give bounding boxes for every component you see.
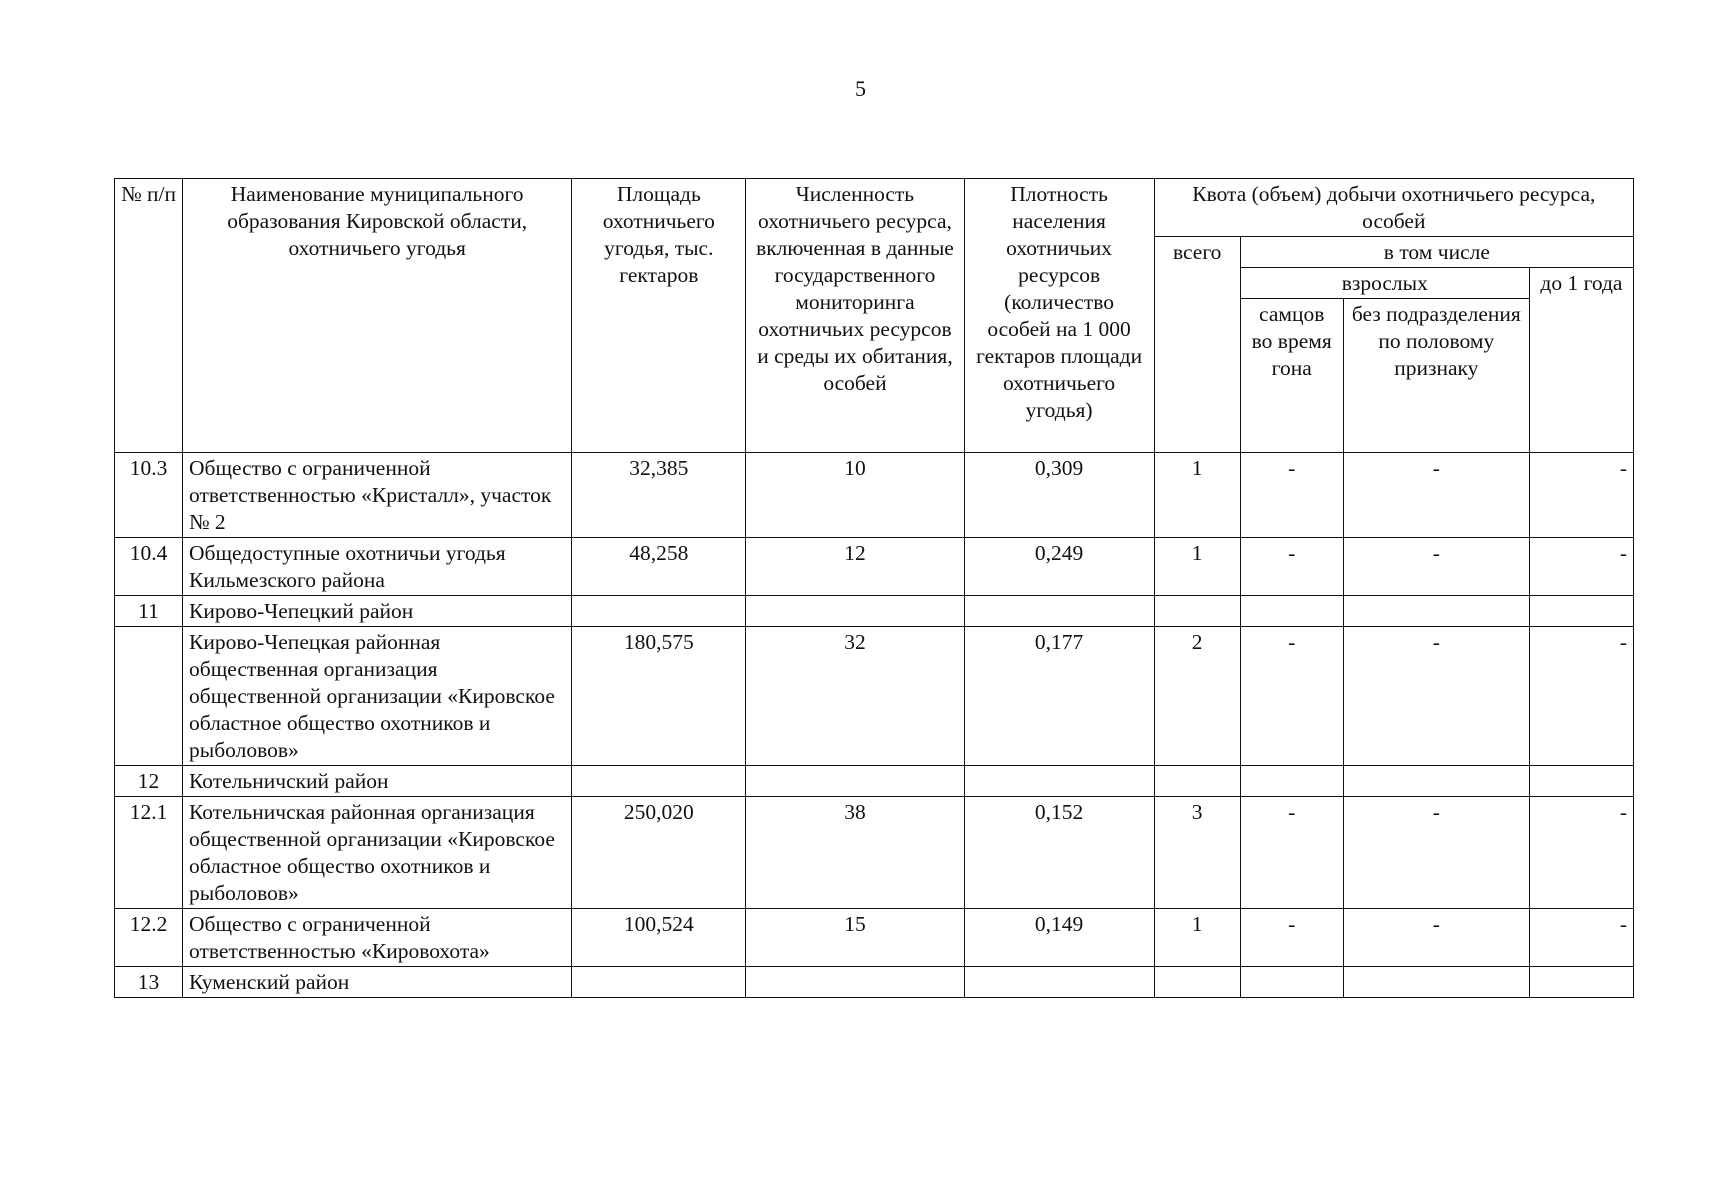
cell-no: 12.1 [115, 797, 183, 909]
table-row [115, 538, 1634, 596]
table-row [115, 453, 1634, 538]
cell-under1 [1529, 766, 1633, 797]
table-row [115, 797, 1634, 909]
cell-density [964, 967, 1154, 998]
cell-no [115, 627, 183, 766]
header-adults: взрослых [1240, 268, 1529, 299]
cell-total: 1 [1154, 453, 1240, 538]
cell-total [1154, 967, 1240, 998]
cell-count: 32 [746, 627, 964, 766]
cell-count: 10 [746, 453, 964, 538]
header-no: № п/п [115, 179, 183, 453]
cell-area [572, 766, 746, 797]
cell-males: - [1240, 538, 1343, 596]
table-row [115, 766, 1634, 797]
cell-count: 38 [746, 797, 964, 909]
cell-nosex: - [1343, 453, 1529, 538]
cell-no: 11 [115, 596, 183, 627]
cell-density: 0,152 [964, 797, 1154, 909]
cell-count [746, 967, 964, 998]
cell-count [746, 766, 964, 797]
cell-nosex: - [1343, 797, 1529, 909]
table-row [115, 596, 1634, 627]
cell-males: - [1240, 453, 1343, 538]
table-row [115, 967, 1634, 998]
table-row [115, 909, 1634, 967]
cell-density: 0,249 [964, 538, 1154, 596]
header-males: самцов во время гона [1240, 299, 1343, 453]
table-header [115, 179, 1634, 453]
cell-name: Котельничская районная организация общественной организации «Кировское областное общество охотников и рыболовов» [183, 797, 572, 909]
cell-males [1240, 596, 1343, 627]
quota-table [114, 178, 1634, 998]
cell-total: 1 [1154, 538, 1240, 596]
cell-nosex: - [1343, 538, 1529, 596]
cell-total [1154, 596, 1240, 627]
cell-area: 48,258 [572, 538, 746, 596]
header-total: всего [1154, 237, 1240, 453]
table-body [115, 453, 1634, 998]
cell-nosex [1343, 596, 1529, 627]
cell-area: 32,385 [572, 453, 746, 538]
header-under1: до 1 года [1529, 268, 1633, 453]
cell-area: 180,575 [572, 627, 746, 766]
cell-total: 2 [1154, 627, 1240, 766]
cell-name: Куменский район [183, 967, 572, 998]
cell-under1 [1529, 967, 1633, 998]
cell-no: 13 [115, 967, 183, 998]
cell-area [572, 596, 746, 627]
header-including: в том числе [1240, 237, 1633, 268]
cell-name: Котельничский район [183, 766, 572, 797]
cell-males: - [1240, 909, 1343, 967]
cell-total: 1 [1154, 909, 1240, 967]
cell-under1: - [1529, 797, 1633, 909]
cell-no: 10.3 [115, 453, 183, 538]
cell-males [1240, 766, 1343, 797]
header-count: Численность охотничьего ресурса, включенная в данные государственного мониторинга охотничьих ресурсов и среды их обитания, особей [746, 179, 964, 453]
cell-under1 [1529, 596, 1633, 627]
cell-name: Кирово-Чепецкая районная общественная организация общественной организации «Кировское областное общество охотников и рыболовов» [183, 627, 572, 766]
header-quota: Квота (объем) добычи охотничьего ресурса, особей [1154, 179, 1633, 237]
cell-no: 10.4 [115, 538, 183, 596]
cell-density: 0,309 [964, 453, 1154, 538]
cell-density [964, 596, 1154, 627]
cell-name: Общедоступные охотничьи угодья Кильмезского района [183, 538, 572, 596]
cell-name: Общество с ограниченной ответственностью «Кристалл», участок № 2 [183, 453, 572, 538]
cell-nosex [1343, 766, 1529, 797]
cell-males [1240, 967, 1343, 998]
cell-area [572, 967, 746, 998]
cell-density: 0,149 [964, 909, 1154, 967]
cell-under1: - [1529, 538, 1633, 596]
cell-area: 250,020 [572, 797, 746, 909]
cell-no: 12 [115, 766, 183, 797]
cell-under1: - [1529, 627, 1633, 766]
cell-males: - [1240, 627, 1343, 766]
cell-no: 12.2 [115, 909, 183, 967]
cell-nosex: - [1343, 909, 1529, 967]
table-row [115, 627, 1634, 766]
cell-under1: - [1529, 909, 1633, 967]
page-number: 5 [855, 76, 866, 101]
cell-name: Общество с ограниченной ответственностью «Кировохота» [183, 909, 572, 967]
header-nosex: без подразделения по половому признаку [1343, 299, 1529, 453]
cell-total: 3 [1154, 797, 1240, 909]
header-area: Площадь охотничьего угодья, тыс. гектаров [572, 179, 746, 453]
cell-under1: - [1529, 453, 1633, 538]
cell-nosex: - [1343, 627, 1529, 766]
cell-count [746, 596, 964, 627]
cell-nosex [1343, 967, 1529, 998]
header-density: Плотность населения охотничьих ресурсов (количество особей на 1 000 гектаров площади охотничьего угодья) [964, 179, 1154, 453]
cell-total [1154, 766, 1240, 797]
cell-males: - [1240, 797, 1343, 909]
cell-density: 0,177 [964, 627, 1154, 766]
header-name: Наименование муниципального образования Кировской области, охотничьего угодья [183, 179, 572, 453]
cell-name: Кирово-Чепецкий район [183, 596, 572, 627]
cell-count: 15 [746, 909, 964, 967]
cell-area: 100,524 [572, 909, 746, 967]
cell-count: 12 [746, 538, 964, 596]
cell-density [964, 766, 1154, 797]
